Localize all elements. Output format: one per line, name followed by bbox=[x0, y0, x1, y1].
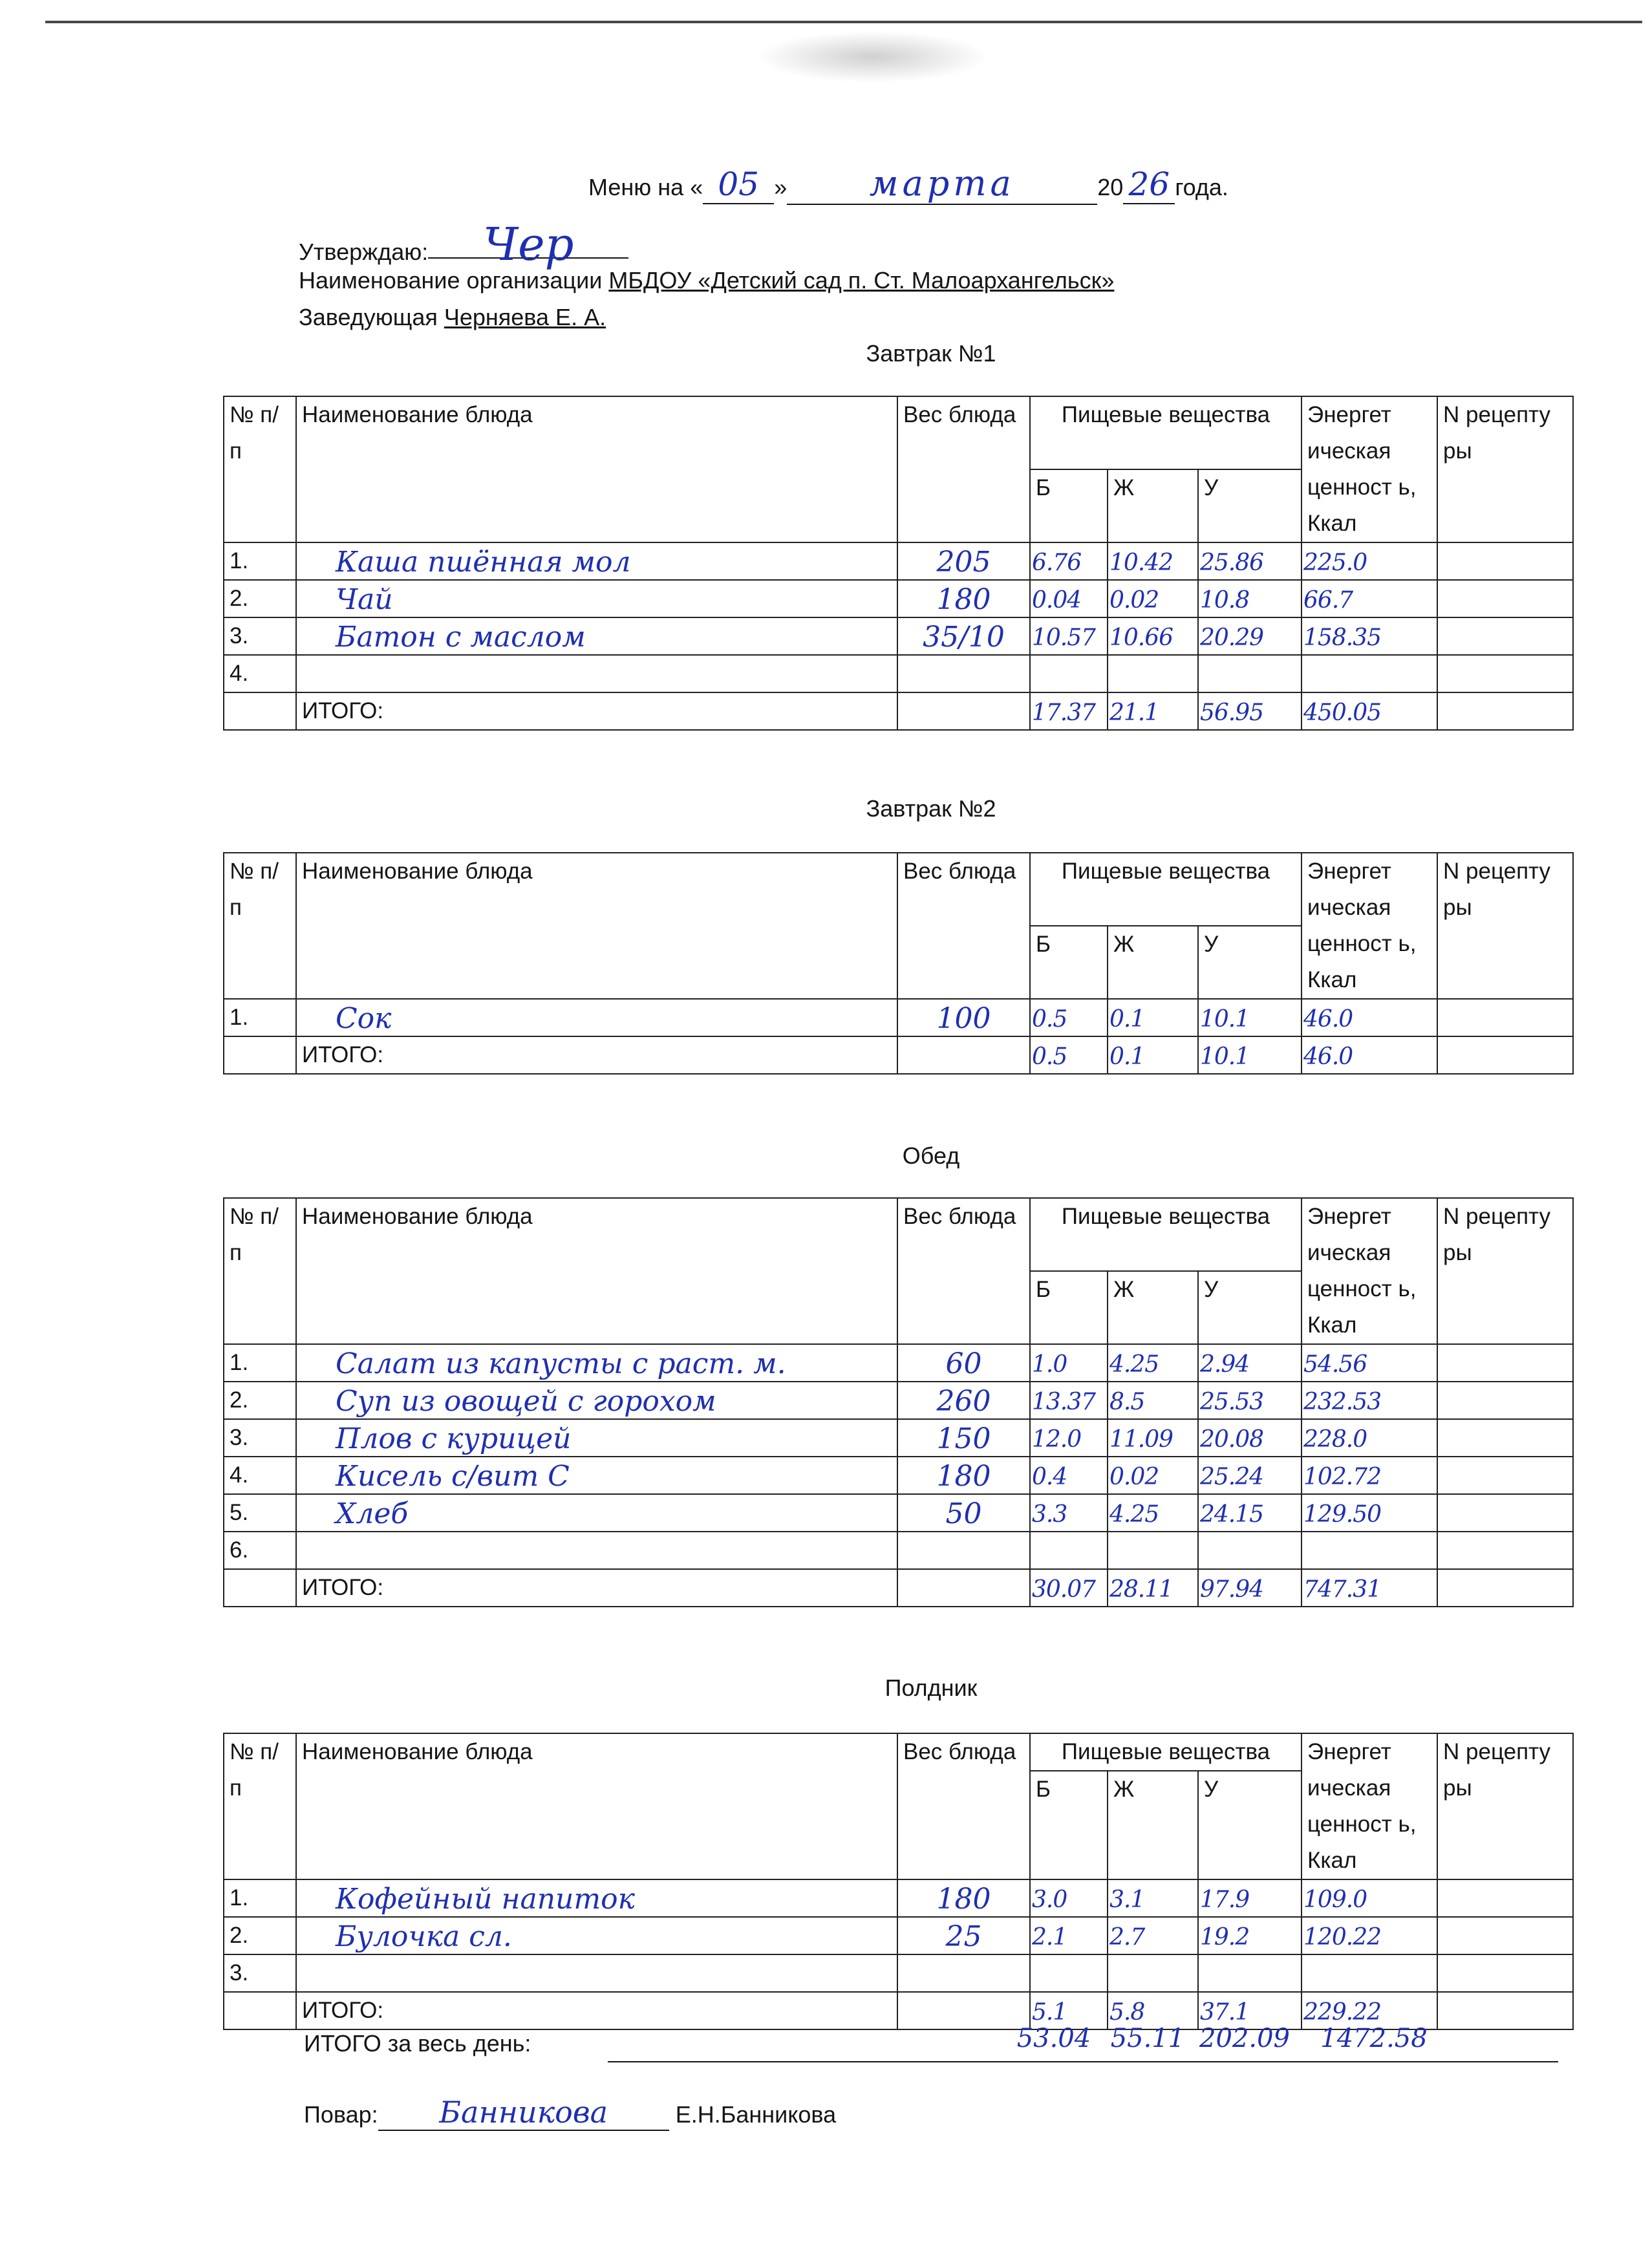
menu-prefix: Меню на « bbox=[588, 174, 703, 200]
day-total-u: 202.09 bbox=[1199, 2024, 1290, 2053]
head-line bbox=[299, 304, 606, 331]
dish-name: Батон с маслом bbox=[296, 617, 897, 655]
row-number: 1. bbox=[224, 999, 296, 1036]
col-header-nutrients: Пищевые вещества bbox=[1030, 396, 1302, 469]
dish-name: Салат из капусты с раст. м. bbox=[296, 1344, 897, 1382]
dish-weight: 180 bbox=[897, 580, 1030, 617]
col-header-energy: Энергет ическая ценност ь, Ккал bbox=[1302, 1198, 1437, 1344]
day-total-kcal: 1472.58 bbox=[1320, 2024, 1428, 2053]
col-header-nutrients: Пищевые вещества bbox=[1030, 853, 1302, 926]
dish-name: Хлеб bbox=[296, 1494, 897, 1532]
table-row bbox=[224, 1532, 1573, 1569]
dish-weight: 150 bbox=[897, 1419, 1030, 1457]
recipe-number bbox=[1437, 580, 1573, 617]
col-header-name: Наименование блюда bbox=[296, 396, 897, 542]
row-number: 4. bbox=[224, 655, 296, 692]
table-row bbox=[224, 617, 1573, 655]
table-row bbox=[224, 580, 1573, 617]
dish-weight: 25 bbox=[897, 1917, 1030, 1954]
protein-value bbox=[1030, 655, 1108, 692]
total-empty-cell bbox=[224, 1036, 296, 1074]
energy-value bbox=[1302, 655, 1437, 692]
dish-weight bbox=[897, 655, 1030, 692]
col-header-zh: Ж bbox=[1108, 469, 1198, 542]
fat-value: 0.02 bbox=[1108, 580, 1198, 617]
row-number: 3. bbox=[224, 1419, 296, 1457]
fat-value: 0.1 bbox=[1108, 999, 1198, 1036]
total-weight bbox=[897, 1036, 1030, 1074]
total-energy: 46.0 bbox=[1302, 1036, 1437, 1074]
carb-value bbox=[1198, 655, 1302, 692]
table-row bbox=[224, 542, 1573, 580]
fat-value: 0.02 bbox=[1108, 1457, 1198, 1494]
col-header-num: № п/п bbox=[224, 1198, 296, 1344]
stamp-smudge bbox=[756, 31, 989, 83]
col-header-energy: Энергет ическая ценност ь, Ккал bbox=[1302, 853, 1437, 999]
col-header-zh: Ж bbox=[1108, 1271, 1198, 1344]
dish-name bbox=[296, 1954, 897, 1992]
col-header-weight: Вес блюда bbox=[897, 396, 1030, 542]
table-row bbox=[224, 1954, 1573, 1992]
col-header-recipe: N рецепту ры bbox=[1437, 853, 1573, 999]
col-header-weight: Вес блюда bbox=[897, 1198, 1030, 1344]
scan-top-edge bbox=[45, 21, 1642, 23]
energy-value: 158.35 bbox=[1302, 617, 1437, 655]
recipe-number bbox=[1437, 999, 1573, 1036]
carb-value: 10.1 bbox=[1198, 999, 1302, 1036]
recipe-number bbox=[1437, 617, 1573, 655]
row-number: 1. bbox=[224, 1344, 296, 1382]
col-header-b: Б bbox=[1030, 469, 1108, 542]
col-header-zh: Ж bbox=[1108, 926, 1198, 999]
total-empty-cell bbox=[224, 692, 296, 730]
row-number: 3. bbox=[224, 1954, 296, 1992]
menu-quote-close: » bbox=[774, 174, 788, 200]
total-energy: 450.05 bbox=[1302, 692, 1437, 730]
col-header-weight: Вес блюда bbox=[897, 1733, 1030, 1879]
col-header-num: № п/п bbox=[224, 853, 296, 999]
protein-value: 12.0 bbox=[1030, 1419, 1108, 1457]
menu-table-4 bbox=[223, 1733, 1574, 2030]
protein-value: 10.57 bbox=[1030, 617, 1108, 655]
dish-weight: 35/10 bbox=[897, 617, 1030, 655]
approve-signature: Чер bbox=[428, 231, 628, 259]
col-header-u: У bbox=[1198, 469, 1302, 542]
dish-weight: 100 bbox=[897, 999, 1030, 1036]
section-title-breakfast2: Завтрак №2 bbox=[866, 795, 996, 822]
total-recipe bbox=[1437, 1569, 1573, 1607]
dish-name: Кофейный напиток bbox=[296, 1879, 897, 1917]
total-fat: 0.1 bbox=[1108, 1036, 1198, 1074]
energy-value bbox=[1302, 1532, 1437, 1569]
protein-value: 2.1 bbox=[1030, 1917, 1108, 1954]
row-number: 2. bbox=[224, 1382, 296, 1419]
col-header-zh: Ж bbox=[1108, 1771, 1198, 1879]
total-weight bbox=[897, 1569, 1030, 1607]
protein-value: 0.5 bbox=[1030, 999, 1108, 1036]
table-row bbox=[224, 1419, 1573, 1457]
dish-weight: 260 bbox=[897, 1382, 1030, 1419]
total-row bbox=[224, 1569, 1573, 1607]
energy-value: 54.56 bbox=[1302, 1344, 1437, 1382]
dish-name: Суп из овощей с горохом bbox=[296, 1382, 897, 1419]
carb-value bbox=[1198, 1532, 1302, 1569]
col-header-recipe: N рецепту ры bbox=[1437, 1733, 1573, 1879]
section-title-lunch: Обед bbox=[902, 1142, 960, 1169]
total-protein: 30.07 bbox=[1030, 1569, 1108, 1607]
table-row bbox=[224, 1879, 1573, 1917]
col-header-nutrients: Пищевые вещества bbox=[1030, 1733, 1302, 1771]
col-header-u: У bbox=[1198, 1771, 1302, 1879]
total-recipe bbox=[1437, 692, 1573, 730]
recipe-number bbox=[1437, 1917, 1573, 1954]
table-row bbox=[224, 1494, 1573, 1532]
fat-value: 4.25 bbox=[1108, 1344, 1198, 1382]
energy-value: 109.0 bbox=[1302, 1879, 1437, 1917]
row-number: 1. bbox=[224, 1879, 296, 1917]
fat-value: 10.42 bbox=[1108, 542, 1198, 580]
head-name: Черняева Е. А. bbox=[444, 304, 606, 330]
table-row bbox=[224, 999, 1573, 1036]
recipe-number bbox=[1437, 655, 1573, 692]
total-carb: 10.1 bbox=[1198, 1036, 1302, 1074]
carb-value: 19.2 bbox=[1198, 1917, 1302, 1954]
table-row bbox=[224, 1344, 1573, 1382]
row-number: 1. bbox=[224, 542, 296, 580]
total-energy: 229.22 bbox=[1302, 1992, 1437, 2029]
menu-table-2 bbox=[223, 852, 1574, 1075]
approve-label: Утверждаю: bbox=[299, 239, 429, 265]
cook-name: Е.Н.Банникова bbox=[675, 2101, 837, 2128]
total-empty-cell bbox=[224, 1992, 296, 2029]
protein-value bbox=[1030, 1532, 1108, 1569]
total-protein: 17.37 bbox=[1030, 692, 1108, 730]
energy-value: 228.0 bbox=[1302, 1419, 1437, 1457]
protein-value: 0.4 bbox=[1030, 1457, 1108, 1494]
dish-weight: 180 bbox=[897, 1879, 1030, 1917]
total-energy: 747.31 bbox=[1302, 1569, 1437, 1607]
menu-date-line bbox=[588, 163, 1228, 205]
col-header-u: У bbox=[1198, 1271, 1302, 1344]
carb-value: 20.29 bbox=[1198, 617, 1302, 655]
dish-weight bbox=[897, 1532, 1030, 1569]
day-total-label: ИТОГО за весь день: bbox=[304, 2030, 531, 2057]
total-empty-cell bbox=[224, 1569, 296, 1607]
row-number: 5. bbox=[224, 1494, 296, 1532]
fat-value: 10.66 bbox=[1108, 617, 1198, 655]
protein-value: 13.37 bbox=[1030, 1382, 1108, 1419]
table-row bbox=[224, 1917, 1573, 1954]
menu-year-end: года. bbox=[1175, 174, 1228, 200]
dish-name: Кисель с/вит С bbox=[296, 1457, 897, 1494]
row-number: 3. bbox=[224, 617, 296, 655]
dish-weight: 180 bbox=[897, 1457, 1030, 1494]
section-title-breakfast1: Завтрак №1 bbox=[866, 340, 996, 367]
carb-value: 25.53 bbox=[1198, 1382, 1302, 1419]
menu-table-1 bbox=[223, 396, 1574, 731]
row-number: 2. bbox=[224, 1917, 296, 1954]
org-name: МБДОУ «Детский сад п. Ст. Малоархангельск» bbox=[608, 267, 1115, 294]
energy-value bbox=[1302, 1954, 1437, 1992]
org-label: Наименование организации bbox=[299, 267, 603, 294]
day-total-zh: 55.11 bbox=[1110, 2024, 1185, 2053]
head-label: Заведующая bbox=[299, 304, 438, 330]
day-total-underline bbox=[608, 2061, 1558, 2062]
total-recipe bbox=[1437, 1992, 1573, 2029]
total-label: ИТОГО: bbox=[296, 692, 897, 730]
section-title-snack: Полдник bbox=[884, 1674, 978, 1701]
recipe-number bbox=[1437, 542, 1573, 580]
cook-label: Повар: bbox=[304, 2101, 378, 2128]
col-header-num: № п/п bbox=[224, 1733, 296, 1879]
total-fat: 28.11 bbox=[1108, 1569, 1198, 1607]
menu-year-prefix: 20 bbox=[1097, 174, 1124, 200]
dish-name bbox=[296, 1532, 897, 1569]
col-header-num: № п/п bbox=[224, 396, 296, 542]
table-row bbox=[224, 1382, 1573, 1419]
menu-year-suffix: 26 bbox=[1123, 166, 1175, 204]
row-number: 2. bbox=[224, 580, 296, 617]
col-header-energy: Энергет ическая ценност ь, Ккал bbox=[1302, 1733, 1437, 1879]
energy-value: 66.7 bbox=[1302, 580, 1437, 617]
total-carb: 56.95 bbox=[1198, 692, 1302, 730]
day-total-b: 53.04 bbox=[1016, 2024, 1091, 2053]
col-header-recipe: N рецепту ры bbox=[1437, 1198, 1573, 1344]
energy-value: 120.22 bbox=[1302, 1917, 1437, 1954]
fat-value: 11.09 bbox=[1108, 1419, 1198, 1457]
energy-value: 225.0 bbox=[1302, 542, 1437, 580]
total-label: ИТОГО: bbox=[296, 1036, 897, 1074]
recipe-number bbox=[1437, 1494, 1573, 1532]
col-header-energy: Энергет ическая ценност ь, Ккал bbox=[1302, 396, 1437, 542]
cook-line bbox=[304, 2095, 836, 2131]
approve-line bbox=[299, 218, 628, 271]
row-number: 6. bbox=[224, 1532, 296, 1569]
recipe-number bbox=[1437, 1532, 1573, 1569]
cook-signature: Банникова bbox=[378, 2095, 669, 2131]
recipe-number bbox=[1437, 1419, 1573, 1457]
fat-value bbox=[1108, 1532, 1198, 1569]
total-protein: 5.1 bbox=[1030, 1992, 1108, 2029]
menu-day: 05 bbox=[703, 166, 774, 204]
dish-name: Булочка сл. bbox=[296, 1917, 897, 1954]
dish-weight: 50 bbox=[897, 1494, 1030, 1532]
col-header-b: Б bbox=[1030, 1271, 1108, 1344]
total-weight bbox=[897, 692, 1030, 730]
recipe-number bbox=[1437, 1382, 1573, 1419]
col-header-name: Наименование блюда bbox=[296, 853, 897, 999]
protein-value bbox=[1030, 1954, 1108, 1992]
protein-value: 6.76 bbox=[1030, 542, 1108, 580]
menu-month: марта bbox=[787, 163, 1097, 205]
recipe-number bbox=[1437, 1344, 1573, 1382]
total-fat: 5.8 bbox=[1108, 1992, 1198, 2029]
carb-value: 2.94 bbox=[1198, 1344, 1302, 1382]
col-header-name: Наименование блюда bbox=[296, 1733, 897, 1879]
protein-value: 3.0 bbox=[1030, 1879, 1108, 1917]
total-row bbox=[224, 1036, 1573, 1074]
organization-line bbox=[299, 267, 1114, 294]
protein-value: 1.0 bbox=[1030, 1344, 1108, 1382]
fat-value bbox=[1108, 655, 1198, 692]
dish-name bbox=[296, 655, 897, 692]
dish-name: Плов с курицей bbox=[296, 1419, 897, 1457]
fat-value: 3.1 bbox=[1108, 1879, 1198, 1917]
recipe-number bbox=[1437, 1879, 1573, 1917]
fat-value: 2.7 bbox=[1108, 1917, 1198, 1954]
recipe-number bbox=[1437, 1954, 1573, 1992]
col-header-u: У bbox=[1198, 926, 1302, 999]
fat-value: 8.5 bbox=[1108, 1382, 1198, 1419]
table-row bbox=[224, 1457, 1573, 1494]
dish-name: Каша пшённая мол bbox=[296, 542, 897, 580]
energy-value: 232.53 bbox=[1302, 1382, 1437, 1419]
energy-value: 102.72 bbox=[1302, 1457, 1437, 1494]
table-row bbox=[224, 655, 1573, 692]
carb-value: 10.8 bbox=[1198, 580, 1302, 617]
dish-weight: 60 bbox=[897, 1344, 1030, 1382]
total-recipe bbox=[1437, 1036, 1573, 1074]
dish-name: Сок bbox=[296, 999, 897, 1036]
protein-value: 0.04 bbox=[1030, 580, 1108, 617]
menu-table-3 bbox=[223, 1197, 1574, 1607]
carb-value bbox=[1198, 1954, 1302, 1992]
total-row bbox=[224, 692, 1573, 730]
total-carb: 37.1 bbox=[1198, 1992, 1302, 2029]
col-header-nutrients: Пищевые вещества bbox=[1030, 1198, 1302, 1271]
carb-value: 24.15 bbox=[1198, 1494, 1302, 1532]
carb-value: 25.86 bbox=[1198, 542, 1302, 580]
carb-value: 25.24 bbox=[1198, 1457, 1302, 1494]
recipe-number bbox=[1437, 1457, 1573, 1494]
col-header-b: Б bbox=[1030, 1771, 1108, 1879]
total-carb: 97.94 bbox=[1198, 1569, 1302, 1607]
total-label: ИТОГО: bbox=[296, 1992, 897, 2029]
energy-value: 129.50 bbox=[1302, 1494, 1437, 1532]
dish-weight: 205 bbox=[897, 542, 1030, 580]
dish-name: Чай bbox=[296, 580, 897, 617]
dish-weight bbox=[897, 1954, 1030, 1992]
col-header-recipe: N рецепту ры bbox=[1437, 396, 1573, 542]
fat-value bbox=[1108, 1954, 1198, 1992]
energy-value: 46.0 bbox=[1302, 999, 1437, 1036]
total-fat: 21.1 bbox=[1108, 692, 1198, 730]
row-number: 4. bbox=[224, 1457, 296, 1494]
col-header-name: Наименование блюда bbox=[296, 1198, 897, 1344]
fat-value: 4.25 bbox=[1108, 1494, 1198, 1532]
carb-value: 17.9 bbox=[1198, 1879, 1302, 1917]
col-header-weight: Вес блюда bbox=[897, 853, 1030, 999]
total-label: ИТОГО: bbox=[296, 1569, 897, 1607]
carb-value: 20.08 bbox=[1198, 1419, 1302, 1457]
col-header-b: Б bbox=[1030, 926, 1108, 999]
total-protein: 0.5 bbox=[1030, 1036, 1108, 1074]
protein-value: 3.3 bbox=[1030, 1494, 1108, 1532]
